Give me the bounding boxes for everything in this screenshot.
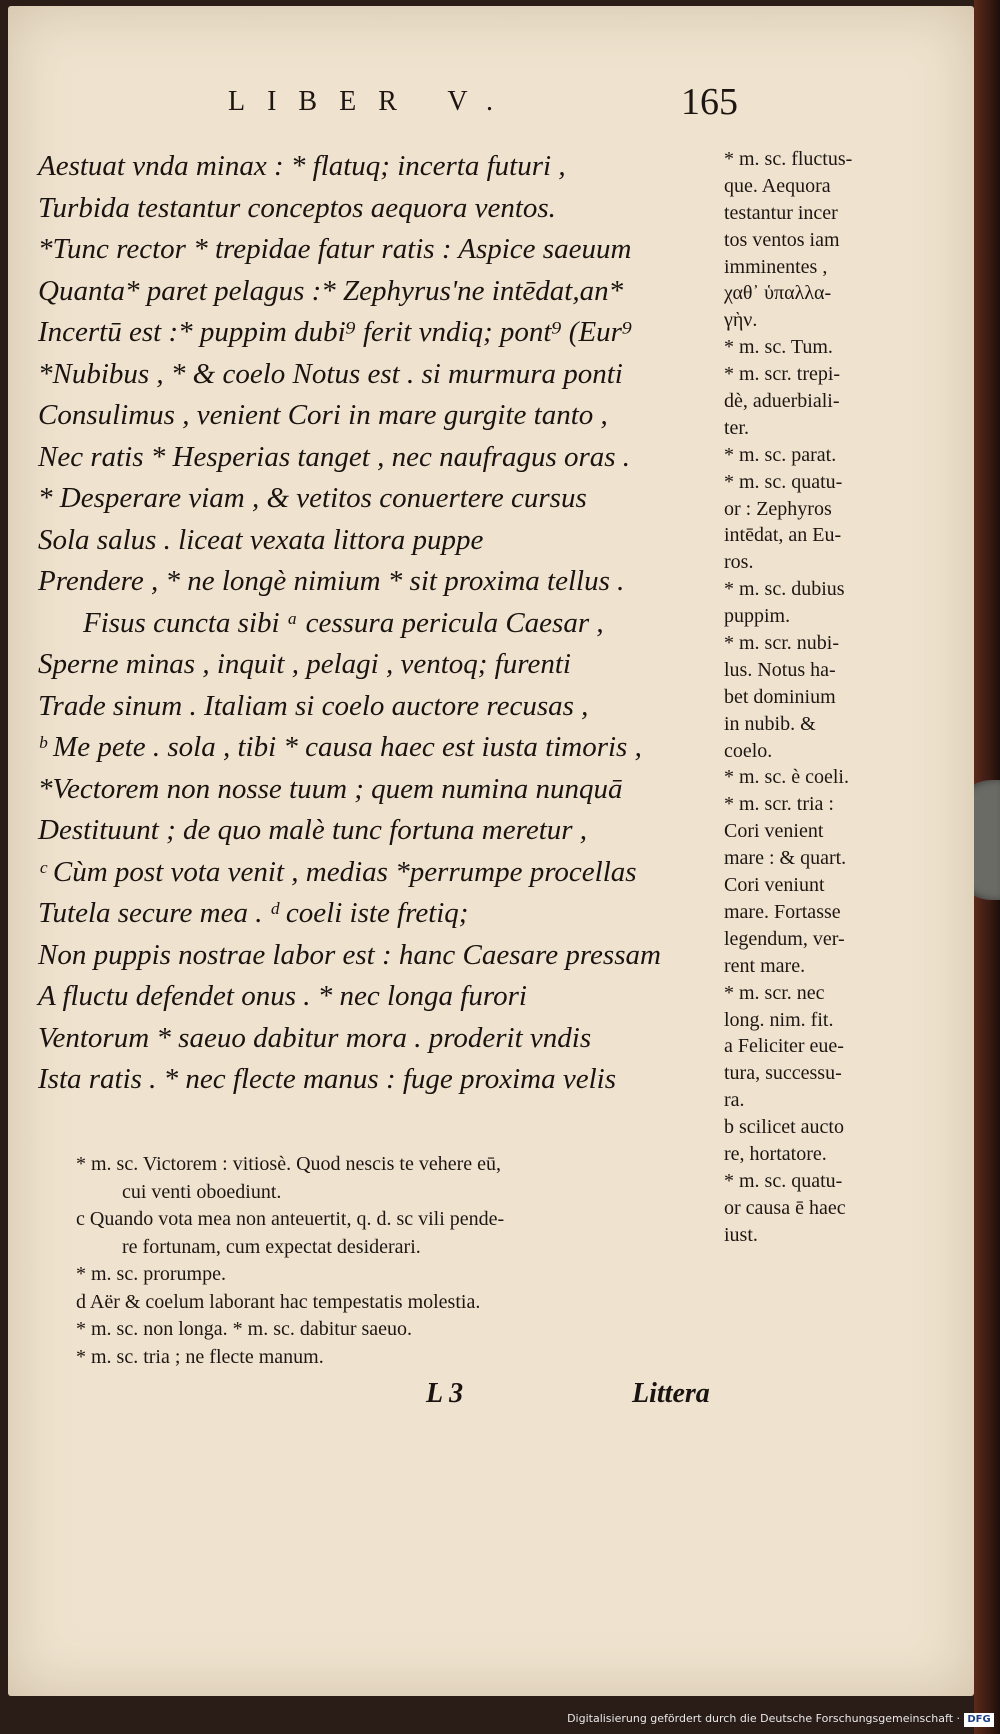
running-header — [228, 81, 738, 126]
gloss-line: Cori venient — [724, 820, 824, 843]
gloss-line: testantur incer — [724, 201, 838, 224]
gloss-line: * m. scr. nubi- — [724, 632, 839, 655]
verse-line: Ventorum * saeuo dabitur mora . proderit vndis — [38, 1021, 592, 1054]
verse-line: Prendere , * ne longè nimium * sit proxima tellus . — [38, 565, 625, 597]
gloss-line: in nubib. & — [724, 712, 816, 735]
gloss-line: ros. — [724, 551, 754, 574]
footnote-line: re fortunam, cum expectat desiderari. — [122, 1235, 421, 1258]
signature-mark: L 3 — [426, 1378, 464, 1409]
gloss-line: tura, successu- — [724, 1062, 842, 1085]
gloss-line: * m. sc. quatu- — [724, 1169, 843, 1192]
verse-line: Sperne minas , inquit , pelagi , ventoq; furenti — [38, 648, 571, 680]
gloss-line: Cori veniunt — [724, 874, 825, 897]
gloss-line: bet dominium — [724, 685, 836, 708]
gloss-line: or causa ē haec — [724, 1196, 846, 1219]
gloss-line: tos ventos iam — [724, 228, 840, 251]
footnote-line: * m. sc. non longa. * m. sc. dabitur saeuo. — [76, 1318, 413, 1340]
verse-line: A fluctu defendet onus . * nec longa furori — [38, 980, 527, 1012]
gloss-line: * m. sc. Tum. — [724, 336, 833, 359]
gloss-line: * m. sc. fluctus- — [724, 148, 853, 170]
gloss-line: dè, aduerbiali- — [724, 390, 840, 413]
gloss-line: mare. Fortasse — [724, 900, 841, 923]
marginal-gloss — [724, 146, 924, 1249]
gloss-line: re, hortatore. — [724, 1142, 827, 1165]
gloss-line: * m. scr. tria : — [724, 793, 834, 816]
verse-line: ᶜ Cùm post vota venit , medias *perrumpe procellas — [38, 855, 637, 888]
gloss-line: * m. sc. dubius — [724, 578, 845, 601]
verse-line: Aestuat vnda minax : * flatuq; incerta futuri , — [38, 150, 566, 182]
gloss-line: ra. — [724, 1089, 745, 1112]
gloss-line: * m. sc. quatu- — [724, 470, 843, 493]
verse-line: ᵇ Me pete . sola , tibi * causa haec est iusta timoris , — [38, 731, 642, 763]
gloss-line: long. nim. fit. — [724, 1008, 834, 1031]
verse-line: *Tunc rector * trepidae fatur ratis : Aspice saeuum — [38, 233, 632, 265]
gloss-line: a Feliciter eue- — [724, 1035, 844, 1058]
footnote-line: cui venti oboediunt. — [122, 1180, 282, 1203]
gloss-line: b scilicet aucto — [724, 1116, 844, 1139]
verse-line: *Nubibus , * & coelo Notus est . si murmura ponti — [38, 357, 623, 390]
gloss-line: mare : & quart. — [724, 847, 847, 870]
verse-line: Tutela secure mea . ᵈ coeli iste fretiq; — [38, 897, 469, 929]
footnote-line: d Aër & coelum laborant hac tempestatis molestia. — [76, 1290, 481, 1313]
dfg-logo: DFG — [964, 1713, 994, 1727]
verse-line: Fisus cuncta sibi ᵃ cessura pericula Caesar , — [83, 606, 604, 639]
gloss-line: or : Zephyros — [724, 497, 832, 520]
verse-line: * Desperare viam , & vetitos conuertere cursus — [38, 482, 587, 514]
verse-line: Turbida testantur conceptos aequora ventos. — [38, 191, 556, 224]
footnote-line: * m. sc. prorumpe. — [76, 1263, 226, 1285]
gloss-line: puppim. — [724, 605, 791, 628]
gloss-line: legendum, ver- — [724, 927, 845, 950]
gloss-line: γὴν. — [724, 309, 758, 332]
verse-column — [38, 146, 728, 1101]
verse-line: Trade sinum . Italiam si coelo auctore recusas , — [38, 689, 589, 722]
verse-line: Quanta* paret pelagus :* Zephyrus'ne intēdat,an* — [38, 274, 624, 307]
folio-number: 165 — [681, 81, 738, 123]
gloss-line: * m. scr. trepi- — [724, 363, 841, 386]
verse-line: Ista ratis . * nec flecte manus : fuge proxima velis — [38, 1063, 617, 1095]
verse-line: Destituunt ; de quo malè tunc fortuna meretur , — [38, 814, 588, 846]
page-footer — [8, 1378, 974, 1418]
gloss-line: χαθ᾽ ὑπαλλα- — [724, 282, 832, 305]
gloss-line: iust. — [724, 1223, 758, 1246]
gloss-line: coelo. — [724, 739, 773, 762]
book-page — [8, 6, 974, 1696]
gloss-line: imminentes , — [724, 255, 828, 278]
verse-line: *Vectorem non nosse tuum ; quem numina nunquā — [38, 772, 623, 805]
verse-line: Non puppis nostrae labor est : hanc Caesare pressam — [38, 938, 661, 971]
footnotes — [76, 1151, 716, 1371]
footnote-line: * m. sc. Victorem : vitiosè. Quod nescis te vehere eū, — [76, 1153, 501, 1175]
digitization-credit: Digitalisierung gefördert durch die Deutsche Forschungsgemeinschaft · — [567, 1712, 960, 1725]
gloss-line: * m. scr. nec — [724, 981, 825, 1004]
gloss-line: * m. sc. parat. — [724, 443, 837, 466]
verse-line: Incertū est :* puppim dubi⁹ ferit vndiq; pont⁹ (Eur⁹ — [38, 316, 633, 348]
gloss-line: intēdat, an Eu- — [724, 524, 842, 547]
footnote-line: * m. sc. tria ; ne flecte manum. — [76, 1345, 324, 1368]
verse-line: Sola salus . liceat vexata littora puppe — [38, 523, 484, 556]
gloss-line: * m. sc. è coeli. — [724, 766, 849, 789]
verse-line: Consulimus , venient Cori in mare gurgite tanto , — [38, 399, 608, 431]
verse-line: Nec ratis * Hesperias tanget , nec naufragus oras . — [38, 440, 631, 473]
gloss-line: ter. — [724, 416, 749, 439]
gloss-line: rent mare. — [724, 954, 806, 977]
footnote-line: c Quando vota mea non anteuertit, q. d. sc vili pende- — [76, 1208, 505, 1230]
gloss-line: lus. Notus ha- — [724, 658, 836, 681]
running-title: LIBER V. — [228, 86, 515, 117]
catchword: Littera — [632, 1378, 710, 1409]
gloss-line: que. Aequora — [724, 174, 831, 197]
